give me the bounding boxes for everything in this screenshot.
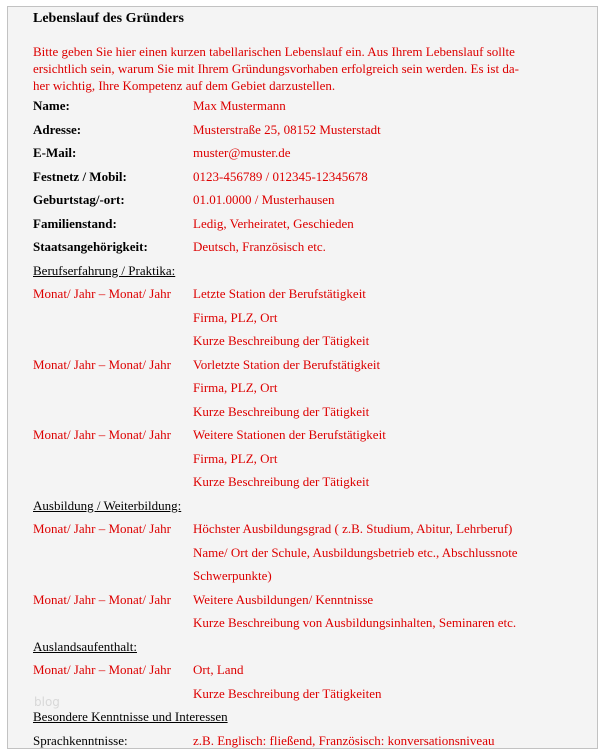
row-label: Monat/ Jahr – Monat/ Jahr bbox=[33, 353, 193, 377]
cv-row bbox=[33, 541, 579, 565]
cv-row bbox=[33, 165, 579, 189]
cv-row bbox=[33, 188, 579, 212]
cv-row bbox=[33, 141, 579, 165]
section-heading: Besondere Kenntnisse und Interessen bbox=[33, 709, 228, 724]
row-value: Kurze Beschreibung der Tätigkeit bbox=[193, 400, 579, 424]
row-label bbox=[33, 400, 193, 424]
row-value: Weitere Stationen der Berufstätigkeit bbox=[193, 423, 579, 447]
row-value: z.B. Englisch: fließend, Französisch: konversationsniveau bbox=[193, 729, 579, 752]
cv-row bbox=[33, 212, 579, 236]
row-label bbox=[33, 376, 193, 400]
intro-paragraph bbox=[33, 43, 579, 94]
row-label bbox=[33, 470, 193, 494]
row-value: Ort, Land bbox=[193, 658, 579, 682]
row-label: Geburtstag/-ort: bbox=[33, 188, 193, 212]
row-value: Firma, PLZ, Ort bbox=[193, 306, 579, 330]
row-label bbox=[33, 611, 193, 635]
row-value: 0123-456789 / 012345-12345678 bbox=[193, 165, 579, 189]
cv-row bbox=[33, 470, 579, 494]
cv-row bbox=[33, 118, 579, 142]
row-label: Monat/ Jahr – Monat/ Jahr bbox=[33, 517, 193, 541]
cv-row bbox=[33, 447, 579, 471]
row-value: Firma, PLZ, Ort bbox=[193, 447, 579, 471]
cv-row bbox=[33, 658, 579, 682]
row-value: Kurze Beschreibung der Tätigkeiten bbox=[193, 682, 579, 706]
cv-row bbox=[33, 235, 579, 259]
row-label bbox=[33, 306, 193, 330]
row-value: Ledig, Verheiratet, Geschieden bbox=[193, 212, 579, 236]
row-value: Letzte Station der Berufstätigkeit bbox=[193, 282, 579, 306]
row-value: Musterstraße 25, 08152 Musterstadt bbox=[193, 118, 579, 142]
cv-row bbox=[33, 564, 579, 588]
cv-row bbox=[33, 729, 579, 752]
row-value: Schwerpunkte) bbox=[193, 564, 579, 588]
section-heading-row bbox=[33, 494, 579, 518]
cv-sheet bbox=[7, 6, 598, 749]
row-label bbox=[33, 447, 193, 471]
row-value: Deutsch, Französisch etc. bbox=[193, 235, 579, 259]
row-value: Firma, PLZ, Ort bbox=[193, 376, 579, 400]
cv-rows bbox=[33, 94, 579, 752]
cv-row bbox=[33, 376, 579, 400]
row-label: Name: bbox=[33, 94, 193, 118]
row-label: Staatsangehörigkeit: bbox=[33, 235, 193, 259]
cv-row bbox=[33, 423, 579, 447]
row-value: Kurze Beschreibung der Tätigkeit bbox=[193, 329, 579, 353]
row-label: Familienstand: bbox=[33, 212, 193, 236]
row-label: Sprachkenntnisse: bbox=[33, 729, 193, 752]
page-title: Lebenslauf des Gründers bbox=[33, 9, 579, 29]
cv-row bbox=[33, 94, 579, 118]
row-label: Adresse: bbox=[33, 118, 193, 142]
cv-row bbox=[33, 682, 579, 706]
cv-row bbox=[33, 353, 579, 377]
section-heading: Berufserfahrung / Praktika: bbox=[33, 263, 175, 278]
row-value: Name/ Ort der Schule, Ausbildungsbetrieb etc., Abschlussnote bbox=[193, 541, 579, 565]
cv-row bbox=[33, 329, 579, 353]
row-value: muster@muster.de bbox=[193, 141, 579, 165]
cv-row bbox=[33, 517, 579, 541]
section-heading-row bbox=[33, 259, 579, 283]
row-label bbox=[33, 329, 193, 353]
section-heading: Ausbildung / Weiterbildung: bbox=[33, 498, 181, 513]
section-heading-row bbox=[33, 705, 579, 729]
cv-row bbox=[33, 588, 579, 612]
intro-line: her wichtig, Ihre Kompetenz auf dem Gebiet darzustellen. bbox=[33, 77, 579, 94]
row-label: Monat/ Jahr – Monat/ Jahr bbox=[33, 423, 193, 447]
cv-row bbox=[33, 400, 579, 424]
row-label: Monat/ Jahr – Monat/ Jahr bbox=[33, 282, 193, 306]
intro-line: ersichtlich sein, warum Sie mit Ihrem Gründungsvorhaben erfolgreich sein werden. Es ist da- bbox=[33, 60, 579, 77]
row-label: E-Mail: bbox=[33, 141, 193, 165]
row-label: Festnetz / Mobil: bbox=[33, 165, 193, 189]
row-value: 01.01.0000 / Musterhausen bbox=[193, 188, 579, 212]
row-label bbox=[33, 564, 193, 588]
watermark-text: blog bbox=[34, 696, 60, 708]
row-value: Kurze Beschreibung der Tätigkeit bbox=[193, 470, 579, 494]
row-label: Monat/ Jahr – Monat/ Jahr bbox=[33, 658, 193, 682]
row-value: Höchster Ausbildungsgrad ( z.B. Studium, Abitur, Lehrberuf) bbox=[193, 517, 579, 541]
cv-row bbox=[33, 282, 579, 306]
row-value: Weitere Ausbildungen/ Kenntnisse bbox=[193, 588, 579, 612]
row-label bbox=[33, 541, 193, 565]
cv-content bbox=[8, 9, 597, 752]
row-value: Kurze Beschreibung von Ausbildungsinhalten, Seminaren etc. bbox=[193, 611, 579, 635]
intro-line: Bitte geben Sie hier einen kurzen tabellarischen Lebenslauf ein. Aus Ihrem Lebenslauf sollte bbox=[33, 43, 579, 60]
section-heading: Auslandsaufenthalt: bbox=[33, 639, 137, 654]
cv-row bbox=[33, 306, 579, 330]
section-heading-row bbox=[33, 635, 579, 659]
row-label: Monat/ Jahr – Monat/ Jahr bbox=[33, 588, 193, 612]
row-value: Max Mustermann bbox=[193, 94, 579, 118]
row-value: Vorletzte Station der Berufstätigkeit bbox=[193, 353, 579, 377]
cv-row bbox=[33, 611, 579, 635]
